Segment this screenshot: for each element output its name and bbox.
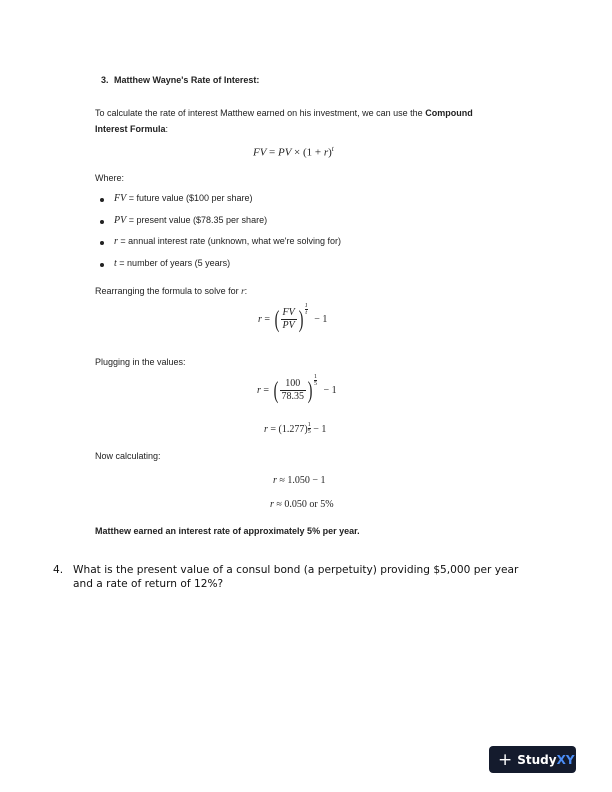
plugging-label: Plugging in the values:	[95, 357, 186, 367]
plugged-formula: r = ( $\frac{100}{78.35}$ ) $\frac{1}{5}$ − 1	[257, 374, 337, 404]
plus-icon: +	[498, 749, 513, 770]
definition-item	[114, 236, 341, 247]
bullet-icon	[100, 198, 104, 202]
intro-colon: :	[165, 124, 169, 134]
studyxy-logo	[489, 746, 576, 773]
rearranged-formula: r = ( $\frac{FV}{PV}$ ) $\frac{1}{t}$ − 1	[258, 303, 328, 333]
percent-value: 5%	[320, 499, 334, 510]
definition-item	[114, 215, 267, 226]
intro-bold-text-2: Interest Formula	[95, 124, 166, 134]
approximation-2: r ≈ 0.050 or 5%	[270, 499, 334, 510]
bullet-icon	[100, 241, 104, 245]
definition-symbol: r	[114, 236, 118, 247]
question-line-1: What is the present value of a consul bond (a perpetuity) providing $5,000 per year	[73, 564, 519, 576]
brand-name-part2: XY	[556, 752, 575, 767]
definition-text: = present value ($78.35 per share)	[128, 215, 268, 225]
rearranging-text: Rearranging the formula to solve for	[95, 286, 239, 296]
question-number: 4.	[53, 564, 64, 576]
conclusion: Matthew earned an interest rate of approximately 5% per year.	[95, 526, 360, 536]
bullet-icon	[100, 220, 104, 224]
definition-symbol: t	[114, 258, 117, 269]
brand-name-part1: Study	[517, 752, 557, 767]
rearranging-variable: r	[241, 286, 245, 296]
rearranging-label: Rearranging the formula to solve for r:	[95, 286, 248, 296]
bullet-icon	[100, 263, 104, 267]
definition-text: = annual interest rate (unknown, what we're solving for)	[120, 236, 342, 246]
approx-value-2: 0.050	[284, 499, 307, 510]
definition-text: = number of years (5 years)	[119, 258, 231, 268]
definition-item	[114, 193, 253, 204]
compound-interest-formula: FV = PV × $(1 + r)^t$	[253, 145, 334, 159]
simplified-formula: r = (1.277) $\frac{1}{5}$ − 1	[264, 422, 327, 435]
fv-value: 100	[280, 378, 307, 391]
definition-symbol: PV	[114, 215, 127, 226]
intro-paragraph	[95, 105, 515, 137]
ratio-value: 1.277	[281, 424, 305, 435]
definition-symbol: FV	[114, 193, 127, 204]
intro-bold-text: Compound	[425, 108, 473, 118]
section-number: 3.	[101, 75, 109, 85]
section-title: Matthew Wayne's Rate of Interest:	[114, 75, 260, 85]
question-line-2: and a rate of return of 12%?	[73, 577, 224, 590]
approx-value-1: 1.050	[287, 475, 310, 486]
pv-value: 78.35	[281, 391, 305, 402]
intro-text: To calculate the rate of interest Matthew earned on his investment, we can use the	[95, 108, 423, 118]
question-text	[73, 564, 543, 591]
definition-item	[114, 258, 230, 269]
approximation-1: r ≈ 1.050 − 1	[273, 475, 326, 486]
now-calculating-label: Now calculating:	[95, 451, 161, 461]
section-heading	[101, 75, 259, 85]
definition-text: = future value ($100 per share)	[128, 193, 253, 203]
where-label: Where:	[95, 173, 125, 183]
